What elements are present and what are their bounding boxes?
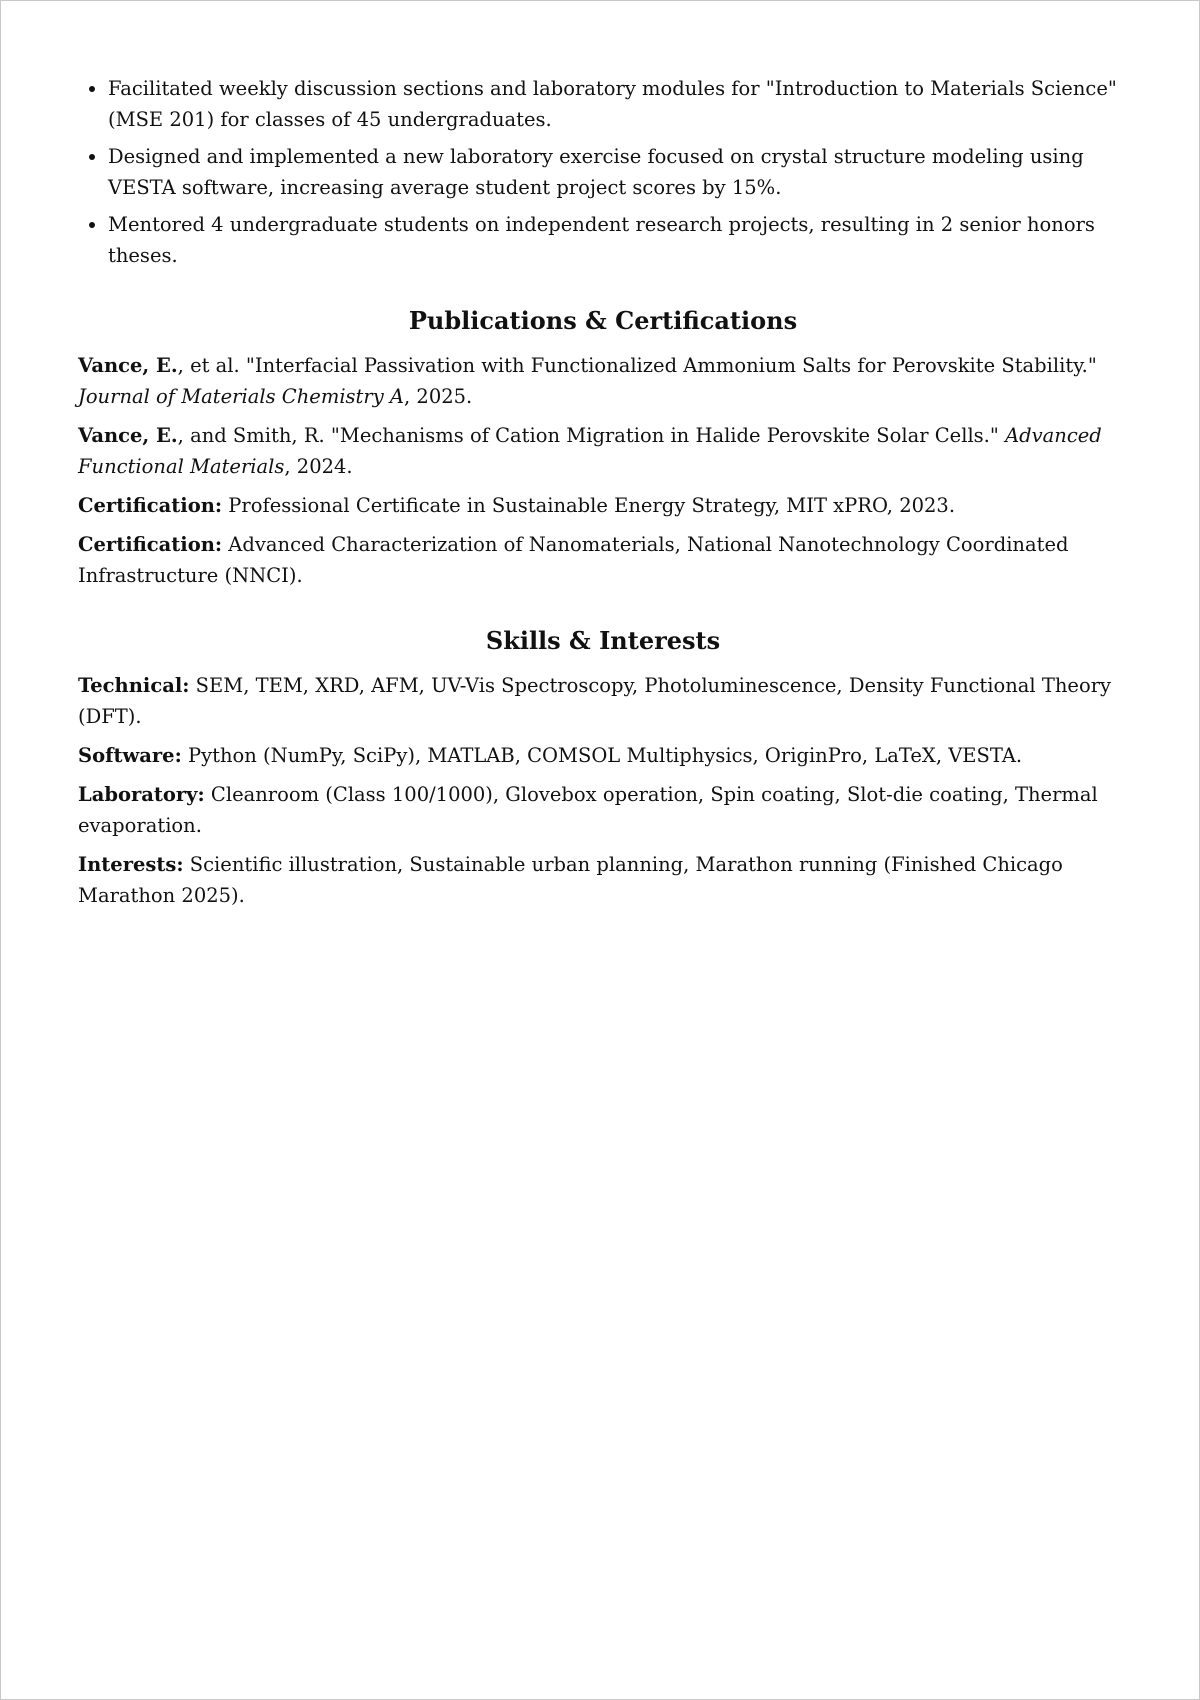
list-item: • Mentored 4 undergraduate students on independent research projects, resulting in 2 senior honors theses.: [108, 209, 1128, 271]
resume-content: [78, 73, 1128, 919]
skill-text: Cleanroom (Class 100/1000), Glovebox operation, Spin coating, Slot-die coating, Thermal evaporation.: [78, 783, 1098, 837]
certification-entry: [78, 490, 1128, 521]
section-title-skills: Skills & Interests: [485, 626, 721, 655]
list-item: • Designed and implemented a new laboratory exercise focused on crystal structure modeling using VESTA software, increasing average student project scores by 15%.: [108, 141, 1128, 203]
skill-label: Technical:: [78, 674, 190, 697]
certification-entry: [78, 529, 1128, 591]
section-title-publications: Publications & Certifications: [408, 306, 798, 335]
list-item: • Facilitated weekly discussion sections and laboratory modules for "Introduction to Materials Science" (MSE 201) for classes of 45 undergraduates.: [108, 73, 1128, 135]
skill-text: Python (NumPy, SciPy), MATLAB, COMSOL Multiphysics, OriginPro, LaTeX, VESTA.: [181, 744, 1023, 767]
publication-text: , and Smith, R. "Mechanisms of Cation Migration in Halide Perovskite Solar Cells.": [177, 424, 1006, 447]
certification-text: Professional Certificate in Sustainable Energy Strategy, MIT xPRO, 2023.: [222, 494, 956, 517]
publication-text: , et al. "Interfacial Passivation with Functionalized Ammonium Salts for Perovskite Stability.": [177, 354, 1097, 377]
skill-text: Scientific illustration, Sustainable urban planning, Marathon running (Finished Chicago Marathon 2025).: [78, 853, 1063, 907]
publication-journal: Journal of Materials Chemistry A: [78, 385, 405, 408]
skill-entry-interests: [78, 849, 1128, 911]
certification-label: Certification:: [78, 533, 223, 556]
certification-text: Advanced Characterization of Nanomaterials, National Nanotechnology Coordinated Infrastructure (NNCI).: [78, 533, 1069, 587]
publication-author: Vance, E.: [78, 424, 178, 447]
skill-entry-laboratory: [78, 779, 1128, 841]
skill-entry-technical: [78, 670, 1128, 732]
skill-label: Software:: [78, 744, 182, 767]
skill-text: SEM, TEM, XRD, AFM, UV-Vis Spectroscopy, Photoluminescence, Density Functional Theory (DFT).: [78, 674, 1112, 728]
publication-author: Vance, E.: [78, 354, 178, 377]
skill-label: Interests:: [78, 853, 184, 876]
skill-label: Laboratory:: [78, 783, 205, 806]
teaching-bullet-list: [78, 73, 1128, 271]
publication-year: , 2024.: [284, 455, 353, 478]
publication-entry: [78, 350, 1128, 412]
publication-journal: Advanced Functional Materials: [78, 424, 1102, 478]
publication-entry: [78, 420, 1128, 482]
certification-label: Certification:: [78, 494, 223, 517]
skill-entry-software: [78, 740, 1128, 771]
publication-year: , 2025.: [404, 385, 473, 408]
